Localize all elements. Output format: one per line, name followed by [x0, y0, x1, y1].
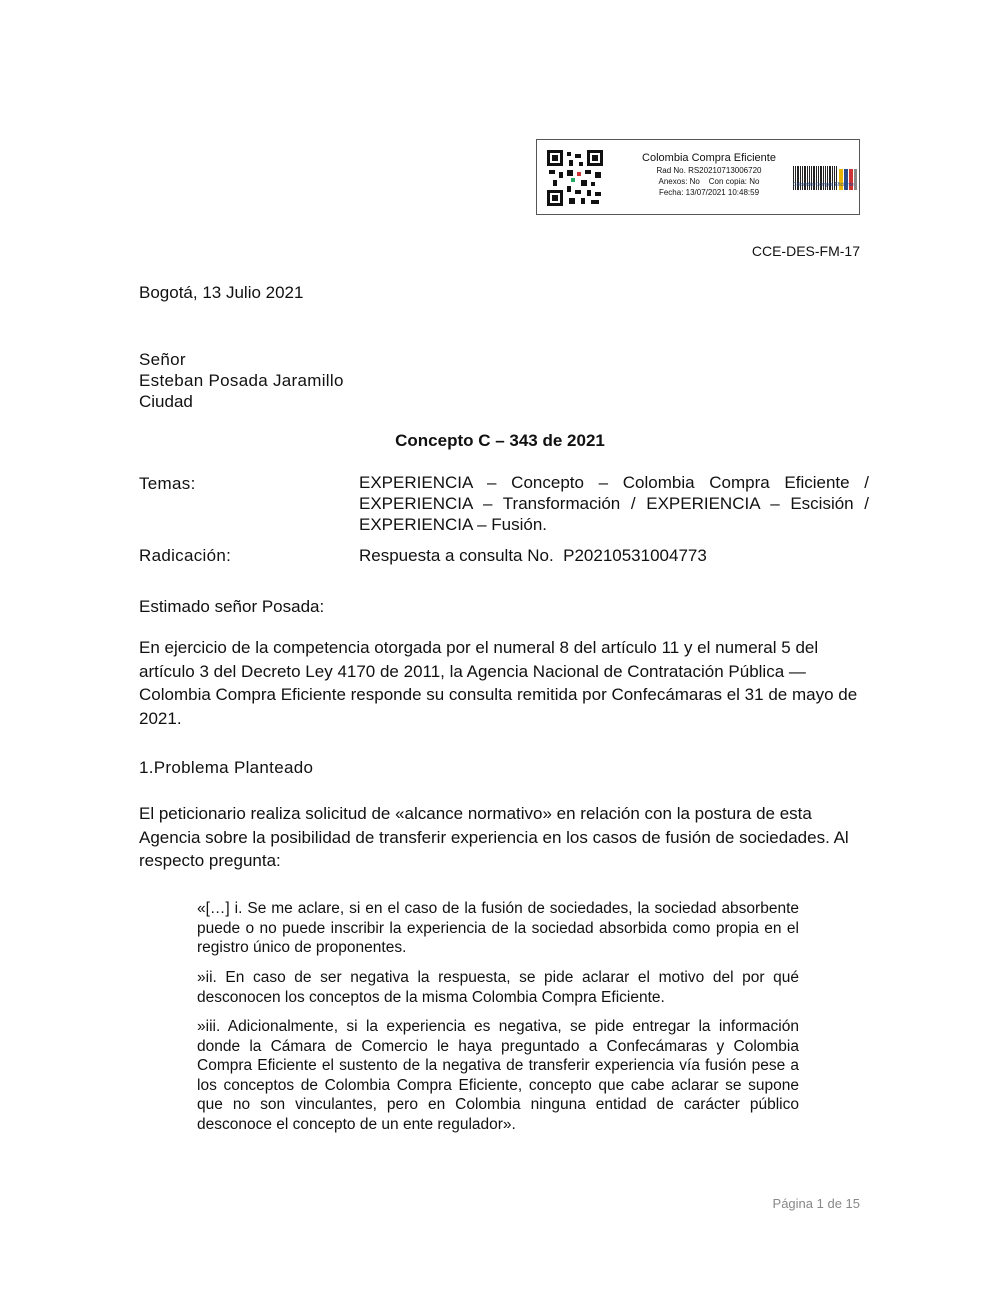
- temas-label: Temas:: [139, 474, 196, 493]
- stamp-title: Colombia Compra Eficiente: [642, 152, 776, 164]
- temas-value: EXPERIENCIA – Concepto – Colombia Compra Eficiente / EXPERIENCIA – Transformación / EXPERIENCIA – Escisión / EXPERIENCIA – Fusión.: [359, 473, 869, 534]
- qr-code-icon: [547, 150, 603, 206]
- quote-item-3: »iii. Adicionalmente, si la experiencia es negativa, se pide entregar la información donde la Cámara de Comercio le haya preguntado a Confecámaras y Colombia Compra Eficiente el sustento de la negativa de transferir experiencia vía fusión pese a los conceptos de Colombia Compra Eficiente, concepto que cabe aclarar se supone que no son vinculantes, pero en Colombia ninguna entidad de carácter público desconoce el concepto de un ente regulador».: [197, 1018, 799, 1133]
- intro-paragraph: En ejercicio de la competencia otorgada por el numeral 8 del artículo 11 y el numeral 5 del artículo 3 del Decreto Ley 4170 de 2011, la Agencia Nacional de Contratación Pública —Colombia Compra Eficiente responde su consulta remitida por Confecámaras el 31 de mayo de 2021.: [139, 638, 858, 728]
- stamp-anexos: Anexos: No Con copia: No: [658, 177, 760, 186]
- radicacion-label: Radicación:: [139, 546, 232, 565]
- stamp-text: [631, 152, 787, 198]
- problem-paragraph: El peticionario realiza solicitud de «alcance normativo» en relación con la postura de esta Agencia sobre la posibilidad de transferir experiencia en los casos de fusión de sociedades. Al respecto pregunta:: [139, 804, 849, 870]
- quote-item-1: «[…] i. Se me aclare, si en el caso de la fusión de sociedades, la sociedad absorbente puede o no puede inscribir la experiencia de la sociedad absorbida como propia en el registro único de proponentes.: [197, 900, 799, 956]
- date-line: Bogotá, 13 Julio 2021: [139, 283, 304, 302]
- radicacion-value: Respuesta a consulta No. P20210531004773: [359, 546, 707, 565]
- page-number: Página 1 de 15: [772, 1196, 860, 1211]
- quote-item-2: »ii. En caso de ser negativa la respuesta, se pide aclarar el motivo del por qué desconocen los conceptos de la misma Colombia Compra Eficiente.: [197, 969, 799, 1006]
- recipient-salutation: Señor: [139, 350, 186, 369]
- radicado-stamp: [536, 139, 860, 215]
- recipient-name: Esteban Posada Jaramillo: [139, 371, 344, 390]
- recipient-city: Ciudad: [139, 392, 193, 411]
- greeting: Estimado señor Posada:: [139, 597, 325, 616]
- stamp-logo-text: Colombia Compra Eficiente: [793, 182, 854, 188]
- stamp-fecha: Fecha: 13/07/2021 10:48:59: [658, 188, 760, 197]
- stamp-rad: Rad No. RS20210713006720: [656, 166, 762, 175]
- document-title: Concepto C – 343 de 2021: [395, 431, 605, 450]
- document-code: CCE-DES-FM-17: [751, 243, 860, 259]
- section-heading: 1.Problema Planteado: [139, 758, 314, 777]
